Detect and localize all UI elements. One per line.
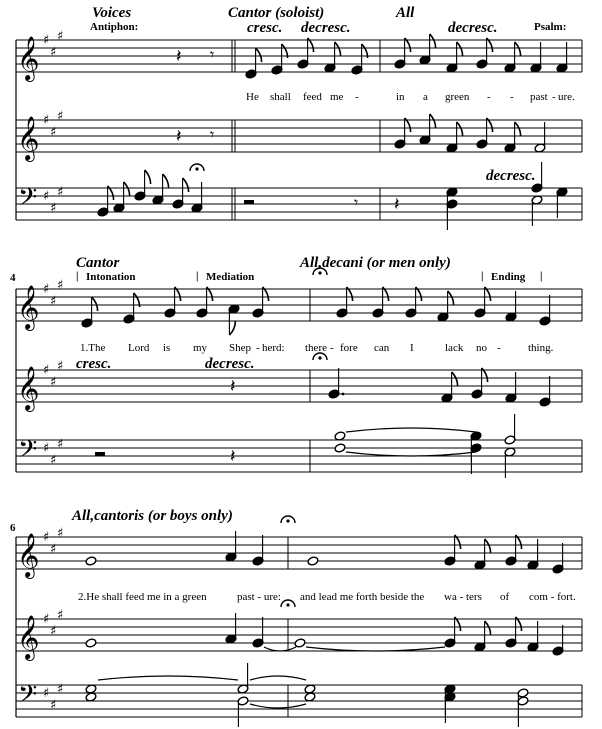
fermata-icon xyxy=(286,603,289,606)
half-rest-icon xyxy=(244,200,254,204)
treble-clef-icon: 𝄞 xyxy=(17,36,40,80)
eighth-rest-icon: 𝄾 xyxy=(210,45,215,64)
note-flag xyxy=(163,174,169,188)
sharp-icon: ♯ xyxy=(50,125,57,140)
lyric-phrase: and lead me forth beside the xyxy=(300,591,425,603)
quarter-rest-icon: 𝄽 xyxy=(394,194,400,215)
lyric-syllable: ure. xyxy=(558,91,575,103)
lyric-syllable: past xyxy=(530,91,548,103)
tie xyxy=(346,428,476,432)
lyric-syllable: I xyxy=(410,342,414,354)
lyric-syllable: there xyxy=(305,342,327,354)
lyric-syllable: can xyxy=(374,342,390,354)
label-antiphon: Antiphon: xyxy=(90,21,139,33)
direction-cresc: cresc. xyxy=(76,356,112,372)
lyric-syllable: fore xyxy=(340,342,358,354)
lyric-syllable: - xyxy=(497,342,501,354)
direction-decresc: decresc. xyxy=(301,20,351,36)
sharp-icon: ♯ xyxy=(43,363,50,378)
fermata-icon xyxy=(318,356,321,359)
note-flag xyxy=(457,122,463,136)
sharp-icon: ♯ xyxy=(50,375,57,390)
label-ending: Ending xyxy=(491,271,526,283)
direction-decresc-bass: decresc. xyxy=(486,168,536,184)
note-flag xyxy=(515,122,521,136)
lyric-syllable: - xyxy=(510,91,514,103)
sharp-icon: ♯ xyxy=(57,109,64,124)
sharp-icon: ♯ xyxy=(57,359,64,374)
lyric-syllable: green xyxy=(445,91,470,103)
fermata-icon xyxy=(318,271,321,274)
tie xyxy=(264,647,296,651)
dot xyxy=(342,393,345,396)
tie xyxy=(250,676,306,680)
bar-mark: | xyxy=(196,270,199,282)
direction-all: All xyxy=(396,5,415,21)
tie xyxy=(306,647,445,651)
lyric-phrase: wa - ters xyxy=(444,591,482,603)
note-head xyxy=(85,556,97,566)
label-intonation: Intonation xyxy=(86,271,136,283)
tie xyxy=(98,676,238,680)
sharp-icon: ♯ xyxy=(43,282,50,297)
sharp-icon: ♯ xyxy=(43,189,50,204)
note-head xyxy=(294,638,306,648)
sharp-icon: ♯ xyxy=(43,612,50,627)
sharp-icon: ♯ xyxy=(57,608,64,623)
direction-cantor-soloist: Cantor (soloist) xyxy=(228,5,325,21)
fermata-icon xyxy=(286,519,289,522)
sharp-icon: ♯ xyxy=(50,542,57,557)
note-flag xyxy=(448,291,454,305)
sharp-icon: ♯ xyxy=(43,113,50,128)
sharp-icon: ♯ xyxy=(43,33,50,48)
note-head xyxy=(334,443,346,453)
bass-clef-icon: 𝄢 xyxy=(18,183,38,218)
lyric-syllable: me xyxy=(330,91,344,103)
sharp-icon: ♯ xyxy=(43,530,50,545)
sharp-icon: ♯ xyxy=(50,698,57,713)
treble-clef-icon: 𝄞 xyxy=(17,615,40,659)
measure-number: 6 xyxy=(10,522,16,534)
lyric-syllable: in xyxy=(396,91,405,103)
note-head xyxy=(85,638,97,648)
treble-clef-icon: 𝄞 xyxy=(17,116,40,160)
sharp-icon: ♯ xyxy=(50,45,57,60)
lyric-syllable: a xyxy=(423,91,428,103)
lyric-syllable: He xyxy=(246,91,259,103)
sharp-icon: ♯ xyxy=(43,441,50,456)
direction-all-cantoris: All,cantoris (or boys only) xyxy=(72,508,233,524)
note-flag xyxy=(485,621,491,635)
label-mediation: Mediation xyxy=(206,271,255,283)
bass-clef-icon: 𝄢 xyxy=(18,435,38,470)
sharp-icon: ♯ xyxy=(43,686,50,701)
eighth-rest-icon: 𝄾 xyxy=(354,193,359,212)
lyric-syllable: my xyxy=(193,342,208,354)
quarter-rest-icon: 𝄽 xyxy=(176,46,182,67)
tie xyxy=(250,704,306,708)
direction-cresc: cresc. xyxy=(247,20,283,36)
sharp-icon: ♯ xyxy=(50,201,57,216)
note-flag xyxy=(92,297,98,311)
direction-decresc-2: decresc. xyxy=(448,20,498,36)
sharp-icon: ♯ xyxy=(50,624,57,639)
measure-number: 4 xyxy=(10,272,16,284)
lyric-phrase: of xyxy=(500,591,510,603)
tie xyxy=(346,452,476,456)
lyric-syllable: shall xyxy=(270,91,291,103)
bar-mark: | xyxy=(540,270,543,282)
lyric-syllable: Shep xyxy=(229,342,251,354)
fermata-icon xyxy=(195,167,198,170)
sharp-icon: ♯ xyxy=(57,437,64,452)
note-flag xyxy=(457,42,463,56)
lyric-syllable: thing. xyxy=(528,342,554,354)
note-flag xyxy=(515,42,521,56)
note-flag xyxy=(335,42,341,56)
lyric-syllable: no xyxy=(476,342,487,354)
treble-clef-icon: 𝄞 xyxy=(17,533,40,577)
lyric-syllable: - xyxy=(330,342,334,354)
lyric-syllable: - xyxy=(256,342,260,354)
half-rest-icon xyxy=(95,452,105,456)
lyric-syllable: - xyxy=(552,91,556,103)
treble-clef-icon: 𝄞 xyxy=(17,366,40,410)
note-flag xyxy=(145,170,151,184)
lyric-phrase: past - ure: xyxy=(237,591,281,603)
quarter-rest-icon: 𝄽 xyxy=(230,376,236,397)
lyric-syllable: feed xyxy=(303,91,322,103)
quarter-rest-icon: 𝄽 xyxy=(176,126,182,147)
treble-clef-icon: 𝄞 xyxy=(17,285,40,329)
eighth-rest-icon: 𝄾 xyxy=(210,125,215,144)
lyric-phrase: 2.He shall feed me in a green xyxy=(78,591,207,603)
note-flag xyxy=(124,182,130,196)
note-flag xyxy=(430,114,436,128)
bar-mark: | xyxy=(481,270,484,282)
bass-clef-icon: 𝄢 xyxy=(18,680,38,715)
direction-cantor: Cantor xyxy=(76,255,120,271)
label-psalm: Psalm: xyxy=(534,21,567,33)
lyric-syllable: Lord xyxy=(128,342,150,354)
quarter-rest-icon: 𝄽 xyxy=(230,446,236,467)
sharp-icon: ♯ xyxy=(57,185,64,200)
direction-voices: Voices xyxy=(92,5,132,21)
note-head xyxy=(307,556,319,566)
lyric-syllable: - xyxy=(487,91,491,103)
direction-all-decani: All,decani (or men only) xyxy=(300,255,451,271)
sharp-icon: ♯ xyxy=(50,294,57,309)
note-flag xyxy=(452,372,458,386)
note-flag xyxy=(485,539,491,553)
bar-mark: | xyxy=(76,270,79,282)
sharp-icon: ♯ xyxy=(57,278,64,293)
sharp-icon: ♯ xyxy=(57,682,64,697)
note-flag xyxy=(183,178,189,192)
sharp-icon: ♯ xyxy=(57,526,64,541)
sharp-icon: ♯ xyxy=(57,29,64,44)
lyric-phrase: com - fort. xyxy=(529,591,576,603)
lyric-syllable: lack xyxy=(445,342,464,354)
lyric-syllable: is xyxy=(163,342,171,354)
lyric-syllable: 1.The xyxy=(80,342,106,354)
lyric-syllable: - xyxy=(355,91,359,103)
note-flag xyxy=(430,34,436,48)
note-flag xyxy=(229,321,235,335)
lyric-syllable: herd: xyxy=(262,342,285,354)
sharp-icon: ♯ xyxy=(50,453,57,468)
note-flag xyxy=(256,48,262,62)
direction-decresc: decresc. xyxy=(205,356,255,372)
